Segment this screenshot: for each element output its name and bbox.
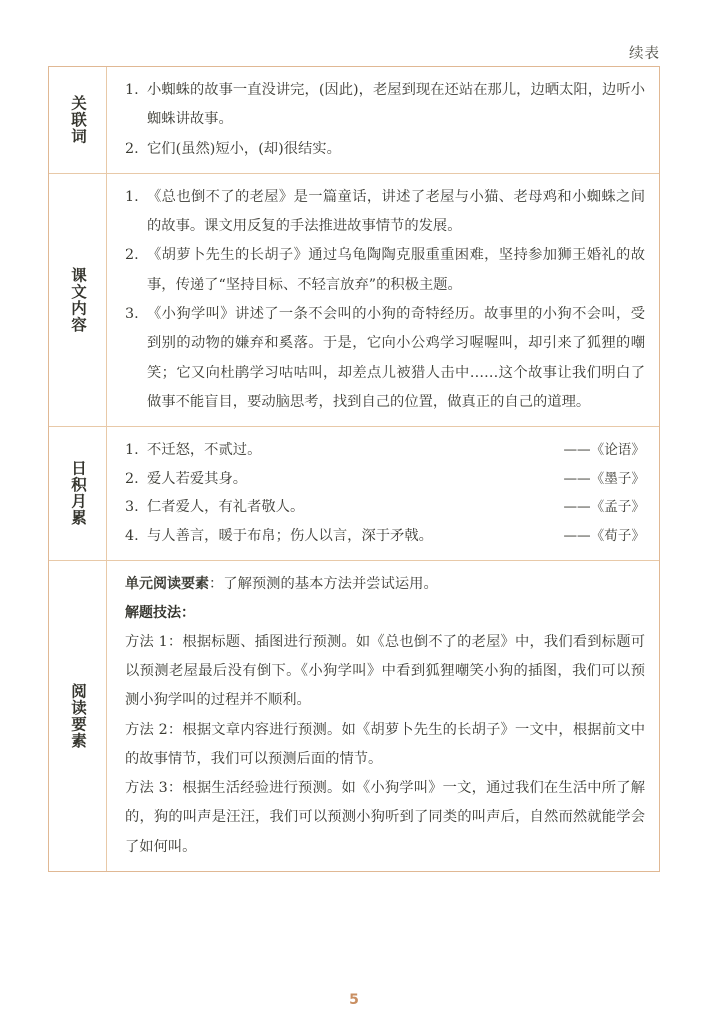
row-label-cell — [49, 174, 107, 426]
quote-item-text: 与人善言，暖于布帛；伤人以言，深于矛戟。 — [147, 528, 433, 545]
list-item — [125, 241, 645, 300]
row-content-cell — [107, 427, 659, 559]
quote-item-number: 4. — [125, 528, 139, 545]
page-number: 5 — [349, 992, 359, 1008]
section-heading: 解题技法： — [125, 604, 195, 621]
list-item-text: 《小狗学叫》讲述了一条不会叫的小狗的奇特经历。故事里的小狗不会叫，受到别的动物的嫌弃和奚落。于是，它向小公鸡学习喔喔叫，却引来了狐狸的嘲笑；它又向杜鹃学习咕咕叫，却差点儿被猎人击中……这个故事让我们明白了做事不能盲目，要动脑思考，找到自己的位置，做真正的自己的道理。 — [147, 306, 645, 410]
list-item-text: 《总也倒不了的老屋》是一篇童话，讲述了老屋与小猫、老母鸡和小蜘蛛之间的故事。课文用反复的手法推进故事情节的发展。 — [147, 188, 645, 235]
paragraph: 方法 1：根据标题、插图进行预测。如《总也倒不了的老屋》中，我们看到标题可以预测老屋最后没有倒下。《小狗学叫》中看到狐狸嘲笑小狗的插图，我们可以预测小狗学叫的过程并不顺利。 — [125, 633, 645, 709]
list-item — [125, 76, 645, 135]
row-content-cell — [107, 561, 659, 871]
list-item-number: 3. — [125, 306, 139, 323]
row-label-cell — [49, 427, 107, 559]
paragraph — [125, 570, 645, 599]
list-item-text: 它们(虽然)短小，(却)很结实。 — [147, 140, 341, 157]
list-item-number: 1. — [125, 188, 139, 205]
continuation-table — [48, 66, 660, 872]
running-head: 续表 — [629, 46, 660, 62]
paragraph: 方法 2：根据文章内容进行预测。如《胡萝卜先生的长胡子》一文中，根据前文中的故事情节，我们可以预测后面的情节。 — [125, 721, 645, 767]
quote-item — [125, 493, 645, 522]
list-item-number: 2. — [125, 140, 139, 157]
row-label: 关联词 — [68, 95, 87, 145]
list-item — [125, 183, 645, 242]
paragraph-text: ：了解预测的基本方法并尝试运用。 — [209, 575, 438, 592]
quote-item-number: 1. — [125, 442, 139, 459]
quote-source: ——《荀子》 — [563, 528, 645, 545]
row-label: 阅读要素 — [68, 682, 87, 749]
quote-item — [125, 465, 645, 494]
quote-item-text: 仁者爱人，有礼者敬人。 — [147, 499, 305, 516]
list-item-number: 2. — [125, 247, 139, 264]
row-label-cell — [49, 561, 107, 871]
table-row — [49, 67, 659, 174]
table-row — [49, 561, 659, 871]
list-item-number: 1. — [125, 82, 139, 98]
quote-item-text: 不迁怒，不贰过。 — [147, 442, 262, 459]
list-item-text: 小蜘蛛的故事一直没讲完，(因此)，老屋到现在还站在那儿，边晒太阳，边听小蜘蛛讲故事。 — [147, 82, 645, 128]
list-item — [125, 135, 645, 164]
quote-item-text: 爱人若爱其身。 — [147, 470, 248, 487]
paragraph-lead: 单元阅读要素 — [125, 575, 209, 592]
row-label: 课文内容 — [68, 267, 87, 334]
quote-source: ——《孟子》 — [563, 499, 645, 516]
quote-item-number: 2. — [125, 470, 139, 487]
table-row — [49, 427, 659, 560]
quote-item — [125, 436, 645, 465]
list-item-text: 《胡萝卜先生的长胡子》通过乌龟陶陶克服重重困难，坚持参加狮王婚礼的故事，传递了“坚持目标、不轻言放弃”的积极主题。 — [147, 247, 645, 293]
quote-item — [125, 522, 645, 551]
row-content-cell — [107, 174, 659, 426]
paragraph: 方法 3：根据生活经验进行预测。如《小狗学叫》一文，通过我们在生活中所了解的，狗的叫声是汪汪，我们可以预测小狗听到了同类的叫声后，自然而然就能学会了如何叫。 — [125, 780, 645, 855]
quote-source: ——《论语》 — [563, 442, 645, 459]
row-label-cell — [49, 67, 107, 173]
row-label: 日积月累 — [68, 460, 87, 527]
table-row — [49, 174, 659, 427]
quote-source: ——《墨子》 — [563, 470, 645, 487]
list-item — [125, 300, 645, 417]
quote-item-number: 3. — [125, 499, 139, 516]
row-content-cell — [107, 67, 659, 173]
